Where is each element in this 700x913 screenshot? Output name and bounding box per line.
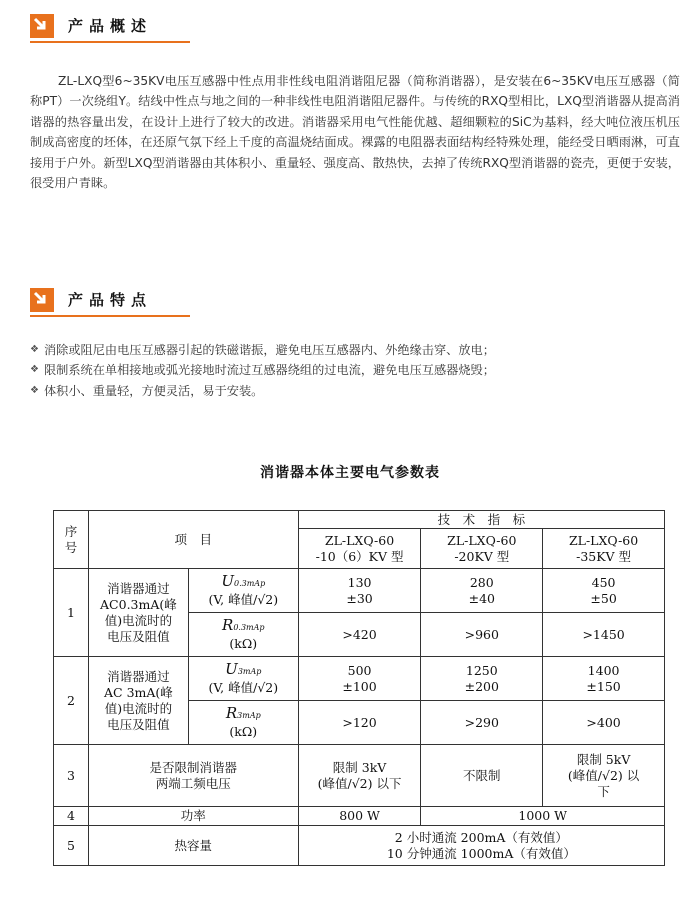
row-label: 热容量 (88, 826, 298, 866)
table-row (54, 745, 665, 807)
row-label: 消谐器通过 AC0.3mA(峰 值)电流时的 电压及阻值 (88, 569, 188, 657)
param-voltage: U0.3mAp (V, 峰值/√2) (188, 569, 298, 613)
row-no: 5 (54, 826, 89, 866)
value-cell: 限制 5kV (峰值/√2) 以 下 (543, 745, 665, 807)
value-cell: >960 (421, 613, 543, 657)
arrow-icon (30, 14, 54, 38)
value-cell: >120 (298, 701, 421, 745)
value-cell: 130 ±30 (298, 569, 421, 613)
row-label: 功率 (88, 807, 298, 826)
list-item: ❖ 体积小、重量轻，方便灵活，易于安装。 (30, 381, 680, 401)
diamond-bullet-icon: ❖ (30, 344, 39, 355)
row-no: 4 (54, 807, 89, 826)
model-header: ZL-LXQ-60 -35KV 型 (543, 529, 665, 569)
features-list (30, 340, 680, 401)
row-no: 2 (54, 657, 89, 745)
value-cell: >1450 (543, 613, 665, 657)
value-cell: 1000 W (421, 807, 665, 826)
spec-table (53, 510, 665, 866)
diamond-bullet-icon: ❖ (30, 384, 39, 396)
value-cell: 500 ±100 (298, 657, 421, 701)
param-resistance: R3mAp (kΩ) (188, 701, 298, 745)
value-cell: 1400 ±150 (543, 657, 665, 701)
row-no: 1 (54, 569, 89, 657)
row-label: 是否限制消谐器 两端工频电压 (88, 745, 298, 807)
value-cell: 限制 3kV (峰值/√2) 以下 (298, 745, 421, 807)
heading-underline (30, 315, 190, 317)
value-cell: 280 ±40 (421, 569, 543, 613)
value-cell: >420 (298, 613, 421, 657)
row-no: 3 (54, 745, 89, 807)
col-header-item: 项 目 (88, 511, 298, 569)
table-row (54, 657, 665, 701)
model-header: ZL-LXQ-60 -10（6）KV 型 (298, 529, 421, 569)
row-label: 消谐器通过 AC 3mA(峰 值)电流时的 电压及阻值 (88, 657, 188, 745)
features-heading: 产品特点 (68, 291, 153, 309)
col-header-tech: 技 术 指 标 (298, 511, 664, 529)
value-cell: 2 小时通流 200mA（有效值） 10 分钟通流 1000mA（有效值） (298, 826, 664, 866)
table-title: 消谐器本体主要电气参数表 (260, 465, 440, 481)
param-resistance: R0.3mAp (kΩ) (188, 613, 298, 657)
value-cell: 800 W (298, 807, 421, 826)
diamond-bullet-icon: ❖ (30, 364, 39, 376)
model-header: ZL-LXQ-60 -20KV 型 (421, 529, 543, 569)
value-cell: >400 (543, 701, 665, 745)
value-cell: 不限制 (421, 745, 543, 807)
list-item: ❖ 限制系统在单相接地或弧光接地时流过互感器绕组的过电流，避免电压互感器烧毁； (30, 360, 680, 380)
table-row (54, 569, 665, 613)
features-section-header (30, 288, 190, 318)
table-row (54, 807, 665, 826)
overview-section-header (30, 14, 190, 44)
table-row (54, 826, 665, 866)
table-header-row (54, 511, 665, 529)
value-cell: 1250 ±200 (421, 657, 543, 701)
col-header-no: 序号 (54, 511, 89, 569)
overview-heading: 产品概述 (68, 17, 153, 35)
overview-paragraph: ZL-LXQ型6~35KV电压互感器中性点用非性线电阻消谐阻尼器（简称消谐器），是安装在6~35KV电压互感器（简称PT）一次绕组Y。结线中性点与地之间的一种非线性电阻消谐阻尼器件。与传统的RXQ型相比，LXQ型消谐器从提高消谐器的热容量出发，在设计上进行了较大的改进。消谐器采用电气性能优越、超细颗粒的SiC为基料，经大吨位液压机压制成高密度的坯体，在还原气氛下经上千度的高温烧结面成。裸露的电阻器表面结构经特殊处理，能经受日晒雨淋，可直接用于户外。新型LXQ型消谐器由其体积小、重量轻、强度高、散热快，去掉了传统RXQ型消谐器的瓷壳，更便于安装，很受用户青睐。 (30, 74, 680, 191)
list-item: ❖ 消除或阻尼由电压互感器引起的铁磁谐振，避免电压互感器内、外绝缘击穿、放电； (30, 340, 680, 360)
value-cell: >290 (421, 701, 543, 745)
value-cell: 450 ±50 (543, 569, 665, 613)
param-voltage: U3mAp (V, 峰值/√2) (188, 657, 298, 701)
heading-underline (30, 41, 190, 43)
arrow-icon (30, 288, 54, 312)
